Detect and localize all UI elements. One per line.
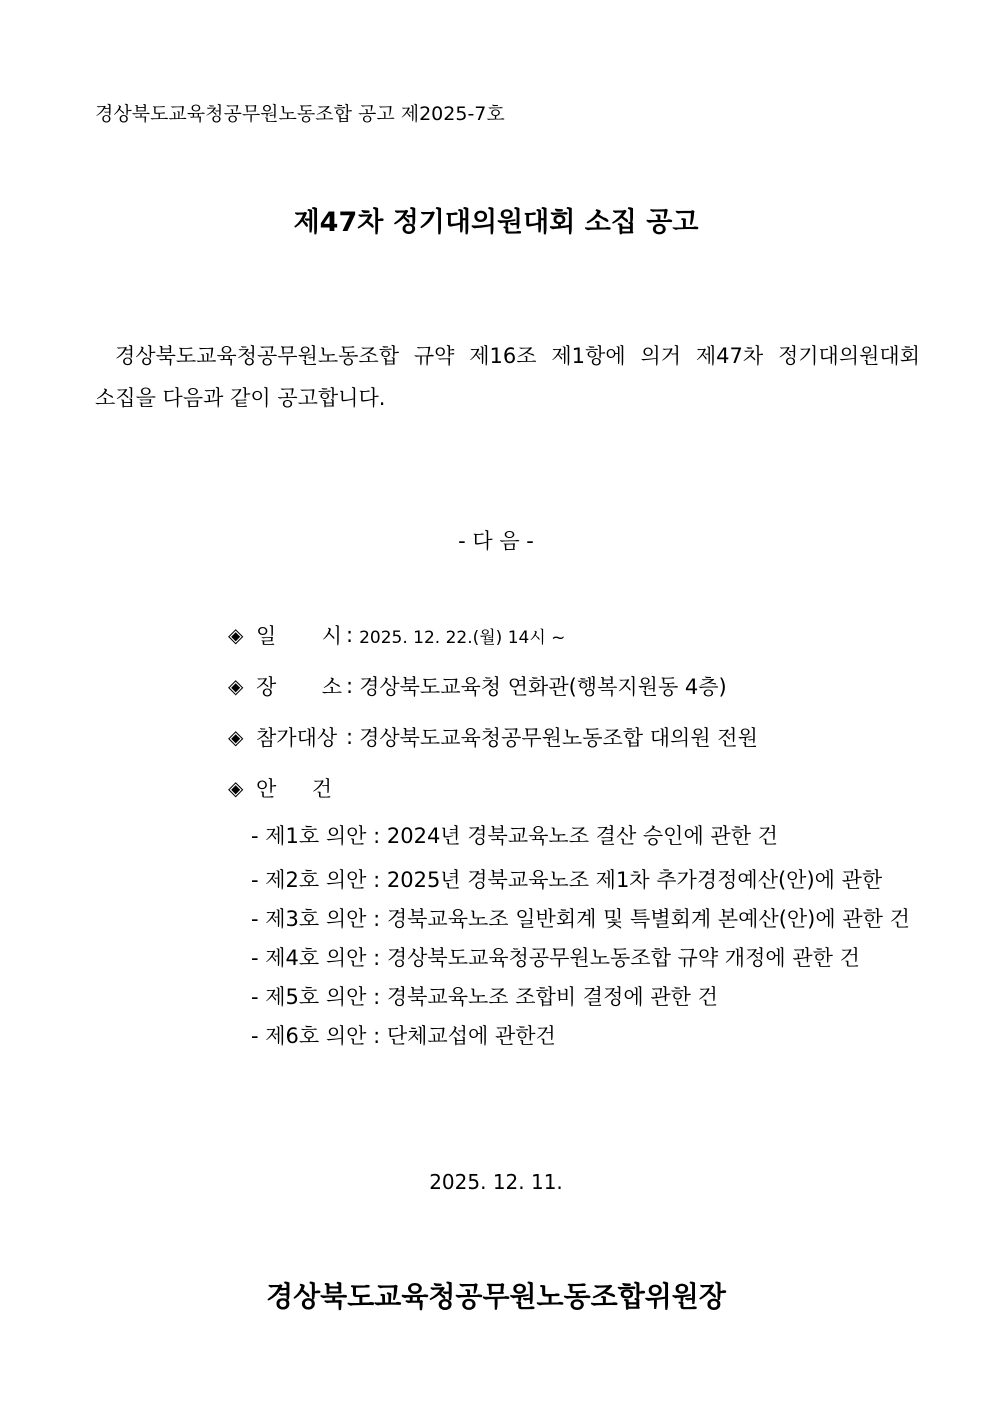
agenda-item: - 제4호 의안 : 경상북도교육청공무원노동조합 규약 개정에 관한 건 [251,946,860,970]
signature: 경상북도교육청공무원노동조합위원장 [266,1280,726,1313]
item-separator: : [346,674,354,698]
agenda-item: - 제2호 의안 : 2025년 경북교육노조 제1차 추가경정예산(안)에 관한 [251,868,883,892]
item-label: 장 소 [256,675,342,699]
item-datetime [228,620,565,650]
item-label: 참가대상 [256,726,338,750]
agenda-item: - 제6호 의안 : 단체교섭에 관한건 [251,1024,556,1048]
item-attendees [228,722,758,752]
agenda-item: - 제5호 의안 : 경북교육노조 조합비 결정에 관한 건 [251,985,718,1009]
section-heading: - 다 음 - [458,529,534,553]
page-title: 제47차 정기대의원대회 소집 공고 [293,207,699,238]
item-agenda [228,773,332,803]
diamond-bullet-icon: ◈ [228,725,244,749]
diamond-bullet-icon: ◈ [228,776,244,800]
body-paragraph [95,335,920,419]
notice-number: 경상북도교육청공무원노동조합 공고 제2025-7호 [95,103,505,125]
item-value: 경상북도교육청공무원노동조합 대의원 전원 [359,726,758,750]
item-location [228,671,727,701]
item-separator: : [346,623,354,647]
agenda-item: - 제1호 의안 : 2024년 경북교육노조 결산 승인에 관한 건 [251,824,778,848]
item-value: 2025. 12. 22.(월) 14시 ~ [359,627,566,648]
item-label: 안 건 [256,777,332,801]
item-separator: : [346,725,354,749]
body-line-1: 경상북도교육청공무원노동조합 규약 제16조 제1항에 의거 제47차 정기대의원대회 [115,344,920,368]
body-line-2: 소집을 다음과 같이 공고합니다. [95,386,386,410]
item-label: 일 시 [256,624,342,648]
notice-date: 2025. 12. 11. [429,1170,563,1194]
diamond-bullet-icon: ◈ [228,623,244,647]
item-value: 경상북도교육청 연화관(행복지원동 4층) [359,675,727,699]
agenda-item: - 제3호 의안 : 경북교육노조 일반회계 및 특별회계 본예산(안)에 관한 건 [251,907,910,931]
diamond-bullet-icon: ◈ [228,674,244,698]
